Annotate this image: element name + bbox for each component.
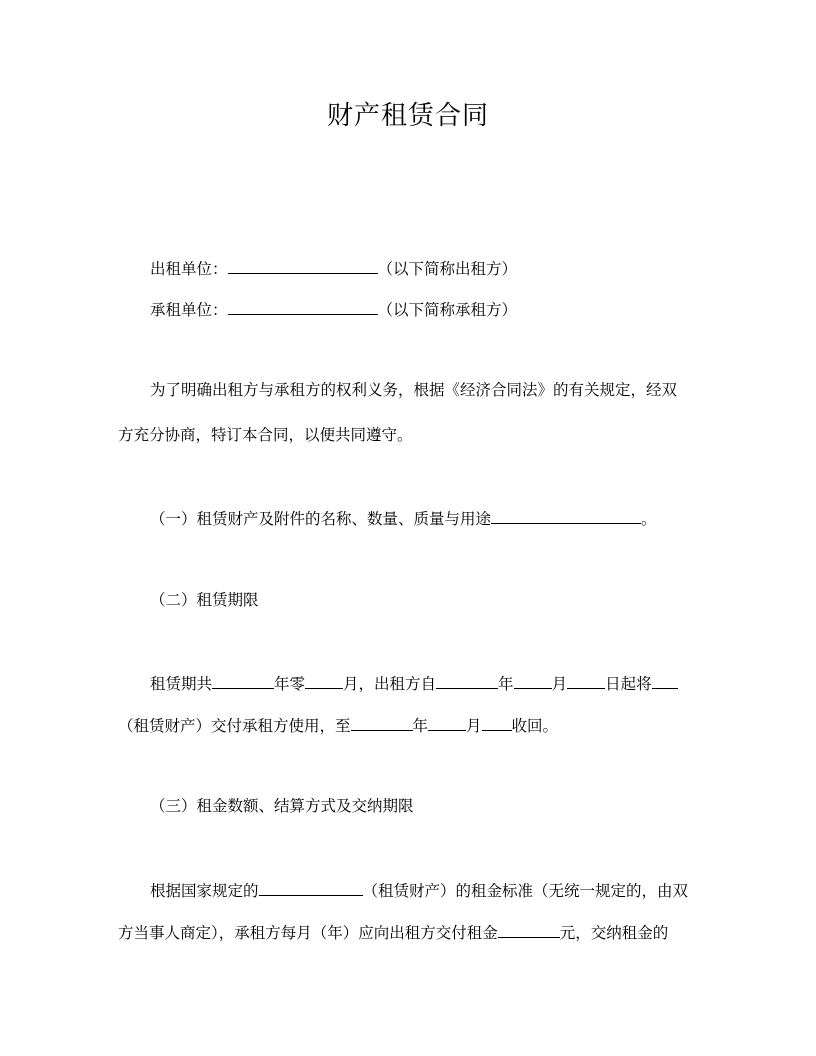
clause-1-end: 。: [641, 510, 657, 528]
term-text-5: 月: [551, 675, 568, 693]
end-day-blank[interactable]: [482, 713, 512, 731]
term-text-3: 月，出租方自: [343, 675, 437, 693]
rent-text-1: 根据国家规定的: [150, 882, 259, 900]
property-name-blank[interactable]: [652, 671, 678, 689]
start-year-blank[interactable]: [436, 671, 498, 689]
term2-text-3: 月: [466, 717, 482, 735]
rent-line-2: [118, 920, 708, 944]
clause-3-heading: （三）租金数额、结算方式及交纳期限: [150, 797, 414, 815]
lessee-name-blank[interactable]: [228, 297, 378, 315]
clause-1: [150, 506, 710, 530]
preamble-line-2: 方充分协商，特订本合同，以便共同遵守。: [118, 426, 413, 444]
lessor-line: [150, 256, 710, 280]
lessee-label: 承租单位：: [150, 301, 228, 319]
rent-amount-blank[interactable]: [498, 920, 560, 938]
document-title: 财产租赁合同: [326, 101, 489, 131]
rent-text-2: （租赁财产）的租金标准（无统一规定的，由双: [362, 882, 689, 900]
property-description-blank[interactable]: [491, 506, 641, 524]
term2-text-1: （租赁财产）交付承租方使用，至: [118, 717, 351, 735]
term-text-6: 日起将: [605, 675, 652, 693]
end-year-blank[interactable]: [351, 713, 413, 731]
rent2-text-2: 元，交纳租金的: [559, 924, 669, 942]
clause-2-heading: （二）租赁期限: [150, 591, 259, 609]
start-day-blank[interactable]: [567, 671, 605, 689]
term-years-blank[interactable]: [212, 671, 274, 689]
lessee-note: （以下简称承租方）: [377, 301, 518, 319]
term2-text-2: 年: [412, 717, 429, 735]
term-line-2: [118, 713, 708, 737]
end-month-blank[interactable]: [428, 713, 466, 731]
term2-text-4: 收回。: [511, 717, 559, 735]
clause-1-text: （一）租赁财产及附件的名称、数量、质量与用途: [150, 510, 492, 528]
preamble-line-1: 为了明确出租方与承租方的权利义务，根据《经济合同法》的有关规定，经双: [150, 381, 678, 399]
rent2-text-1: 方当事人商定），承租方每月（年）应向出租方交付租金: [118, 924, 498, 942]
lessor-label: 出租单位：: [150, 260, 228, 278]
term-text-1: 租赁期共: [150, 675, 213, 693]
lessee-line: [150, 297, 710, 321]
start-month-blank[interactable]: [514, 671, 552, 689]
lessor-note: （以下简称出租方）: [377, 260, 518, 278]
term-months-blank[interactable]: [305, 671, 343, 689]
rent-property-blank[interactable]: [259, 878, 363, 896]
lessor-name-blank[interactable]: [228, 256, 378, 274]
rent-line-1: [150, 878, 710, 902]
term-line-1: [150, 671, 710, 695]
term-text-2: 年零: [274, 675, 306, 693]
term-text-4: 年: [498, 675, 514, 693]
